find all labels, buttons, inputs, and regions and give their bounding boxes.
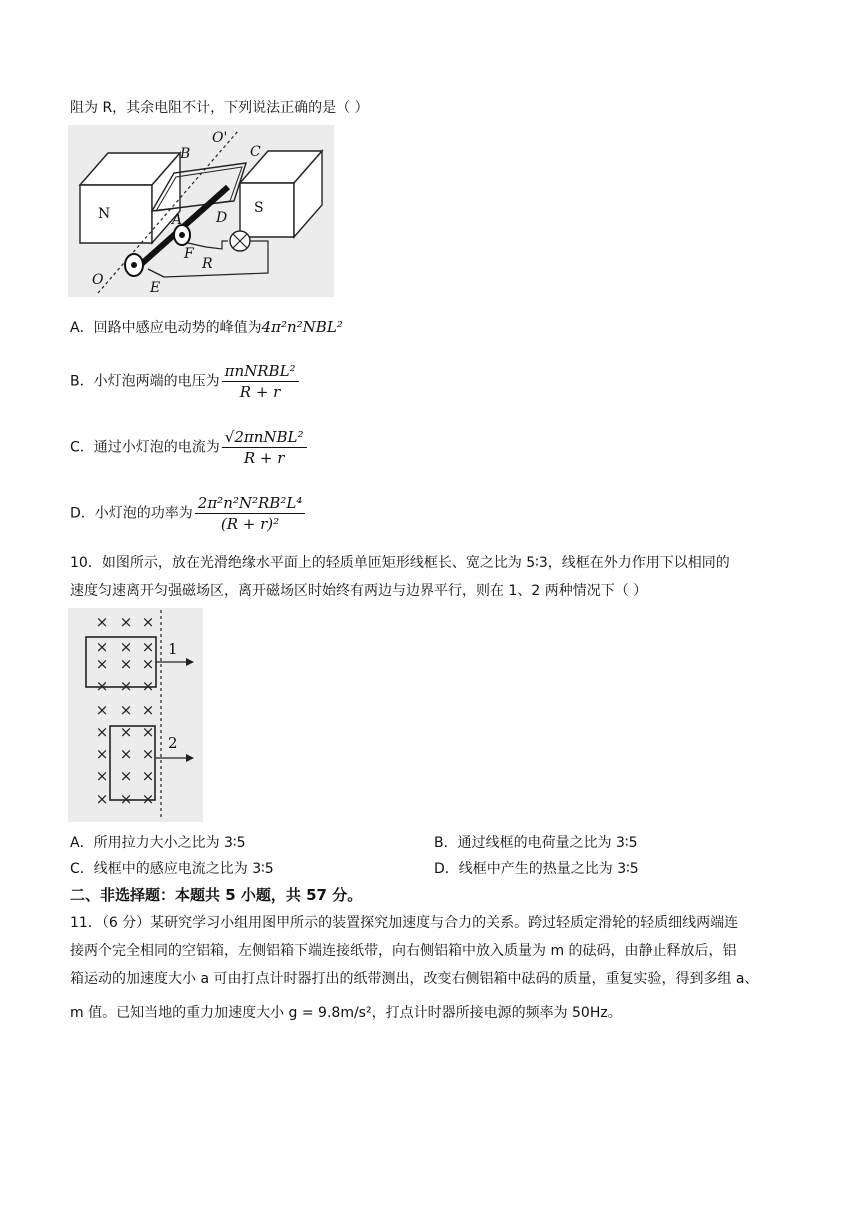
svg-text:×: × [141, 790, 155, 808]
svg-text:×: × [95, 790, 109, 808]
q9-option-C-label: C．通过小灯泡的电流为 [70, 439, 220, 456]
q10-option-A: A．所用拉力大小之比为 3∶5 [70, 835, 246, 851]
svg-text:×: × [141, 655, 155, 673]
svg-text:×: × [95, 723, 109, 741]
q9-option-B-fraction [222, 362, 299, 401]
svg-text:×: × [119, 767, 133, 785]
svg-text:×: × [95, 613, 109, 631]
q9-option-D-numerator: 2π²n²N²RB²L⁴ [195, 494, 306, 514]
svg-text:×: × [119, 613, 133, 631]
svg-text:×: × [141, 638, 155, 656]
svg-text:×: × [141, 677, 155, 695]
q9-figure-label-D: D [216, 210, 228, 226]
q11-line2: 接两个完全相同的空铝箱，左侧铝箱下端连接纸带，向右侧铝箱中放入质量为 m 的砝码，由静止释放后，铝 [70, 943, 737, 959]
svg-text:×: × [95, 701, 109, 719]
svg-text:×: × [119, 790, 133, 808]
q11-line1: 11．（6 分）某研究学习小组用图甲所示的装置探究加速度与合力的关系。跨过轻质定滑轮的轻质细线两端连 [70, 915, 739, 931]
svg-text:×: × [95, 677, 109, 695]
q9-figure-label-S: S [254, 200, 264, 216]
q9-option-C-fraction [222, 428, 307, 467]
q11-line4: m 值。已知当地的重力加速度大小 g = 9.8m/s²，打点计时器所接电源的频率为 50Hz。 [70, 1005, 622, 1021]
svg-text:×: × [141, 701, 155, 719]
q9-stem-tail: 阻为 R，其余电阻不计，下列说法正确的是（ ） [70, 100, 369, 116]
q9-figure-label-B: B [180, 146, 191, 162]
magnetic-field-diagram [68, 608, 203, 822]
q9-option-D [70, 494, 305, 533]
q10-figure-label-2: 2 [168, 734, 178, 752]
svg-text:×: × [95, 655, 109, 673]
q9-option-B-label: B．小灯泡两端的电压为 [70, 373, 220, 390]
q9-figure-label-F: F [184, 246, 194, 262]
svg-text:×: × [119, 723, 133, 741]
q10-option-B: B．通过线框的电荷量之比为 3∶5 [434, 835, 638, 851]
section-2-heading: 二、非选择题：本题共 5 小题，共 57 分。 [70, 886, 363, 904]
svg-text:×: × [141, 767, 155, 785]
q10-stem-line1: 10．如图所示，放在光滑绝缘水平面上的轻质单匝矩形线框长、宽之比为 5∶3，线框在外力作用下以相同的 [70, 555, 730, 571]
q9-option-D-denominator: (R + r)² [220, 515, 280, 533]
svg-text:×: × [141, 745, 155, 763]
q9-figure-label-O-prime: O' [212, 130, 228, 146]
q9-option-B [70, 362, 299, 401]
q9-option-C-numerator: √2πnNBL² [222, 428, 307, 448]
q9-option-C-denominator: R + r [243, 449, 285, 467]
q9-figure-label-O: O [92, 272, 104, 288]
q9-option-A-expr: 4π²n²NBL² [261, 318, 343, 336]
q9-figure-label-C: C [250, 144, 261, 160]
q9-figure-label-E: E [150, 280, 161, 296]
svg-text:×: × [119, 638, 133, 656]
q9-option-D-label: D．小灯泡的功率为 [70, 505, 193, 522]
svg-text:×: × [119, 745, 133, 763]
q10-figure-label-1: 1 [168, 640, 178, 658]
q10-option-C: C．线框中的感应电流之比为 3∶5 [70, 861, 274, 877]
q10-stem-line2: 速度匀速离开匀强磁场区，离开磁场区时始终有两边与边界平行，则在 1、2 两种情况下（ ） [70, 583, 648, 599]
q11-line3: 箱运动的加速度大小 a 可由打点计时器打出的纸带测出，改变右侧铝箱中砝码的质量，重复实验，得到多组 a、 [70, 971, 759, 987]
q10-option-D: D．线框中产生的热量之比为 3∶5 [434, 861, 639, 877]
q9-option-D-fraction [195, 494, 306, 533]
svg-text:×: × [95, 638, 109, 656]
q9-option-C [70, 428, 307, 467]
q9-figure-label-R: R [202, 256, 213, 272]
svg-text:×: × [95, 767, 109, 785]
q9-option-B-denominator: R + r [239, 383, 281, 401]
svg-text:×: × [119, 655, 133, 673]
q9-option-A [70, 318, 343, 337]
svg-text:×: × [141, 723, 155, 741]
svg-text:×: × [141, 613, 155, 631]
q9-figure-label-N: N [98, 206, 111, 222]
q9-option-B-numerator: πnNRBL² [222, 362, 299, 382]
svg-text:×: × [95, 745, 109, 763]
q9-option-A-label: A．回路中感应电动势的峰值为 [70, 320, 262, 336]
svg-text:×: × [119, 677, 133, 695]
svg-text:×: × [119, 701, 133, 719]
q10-field-figure [68, 608, 203, 822]
q9-generator-figure [68, 125, 334, 297]
q9-figure-label-A: A [172, 212, 183, 228]
